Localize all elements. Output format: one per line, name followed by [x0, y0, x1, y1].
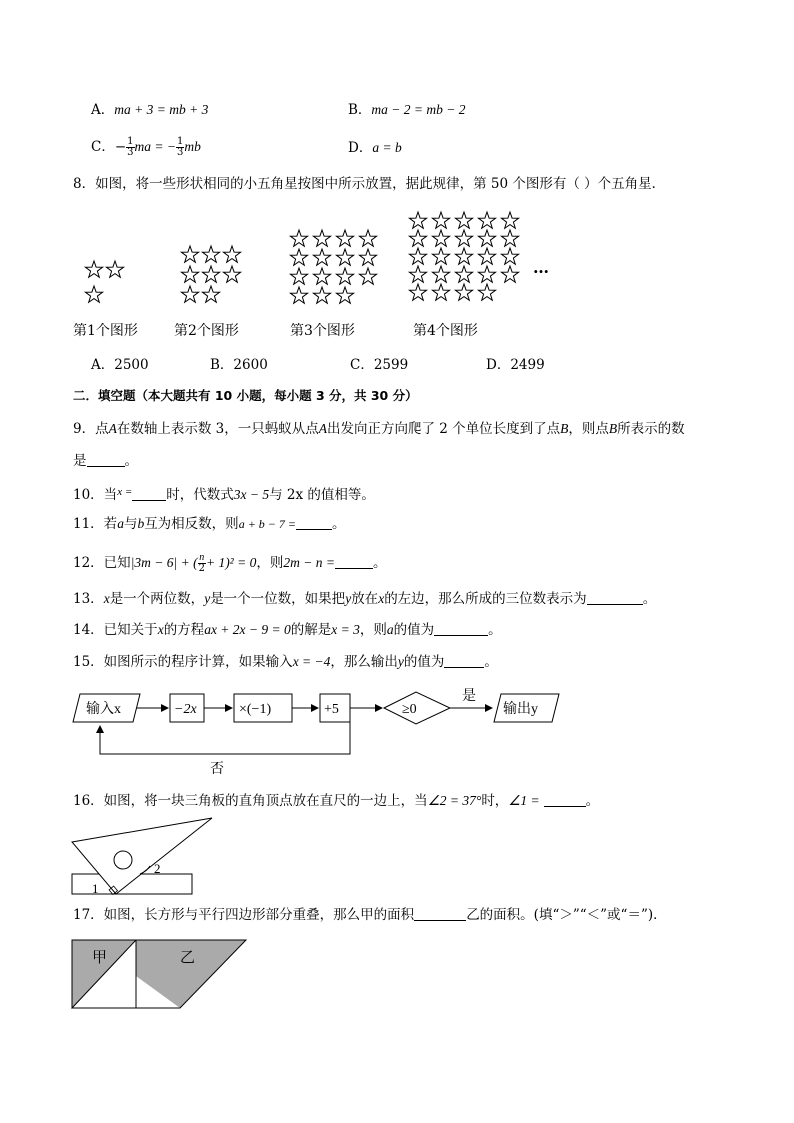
star-icon: [455, 248, 472, 264]
star-icon: [455, 266, 472, 282]
star-icon: [409, 266, 426, 282]
star-icon: [432, 284, 449, 300]
star-icon: [223, 266, 240, 282]
q9-answer-blank[interactable]: [87, 452, 125, 467]
q11-answer-blank[interactable]: [296, 515, 332, 530]
star-icon: [85, 286, 102, 302]
q17-answer-blank[interactable]: [414, 906, 466, 921]
angle-1-label: 1: [92, 881, 99, 896]
star-icon: [290, 230, 307, 246]
q15-text: 15．如图所示的程序计算，如果输入x = −4，那么输出y的值为 。: [73, 654, 498, 670]
star-icon: [181, 246, 198, 262]
flow-step-3-label: +5: [324, 702, 339, 717]
q8-figure-2: [181, 246, 240, 302]
q9-line-2: 是 。: [73, 453, 138, 469]
star-icon: [106, 261, 123, 277]
flow-condition-diamond: [384, 692, 450, 724]
q10-answer-blank[interactable]: [132, 486, 166, 501]
star-icon: [478, 212, 495, 228]
q7-option-d-expr: a = b: [372, 140, 402, 155]
q8-figure-1: [85, 261, 123, 302]
flow-input-label: 输入x: [86, 702, 121, 717]
star-icon: [290, 268, 307, 284]
q17-text: 17．如图，长方形与平行四边形部分重叠，那么甲的面积 乙的面积。(填“＞”“＜”或“＝”)．: [73, 907, 667, 923]
label-jia: 甲: [92, 950, 108, 966]
star-icon: [478, 230, 495, 246]
star-icon: [202, 246, 219, 262]
star-icon: [202, 286, 219, 302]
star-icon: [313, 268, 330, 284]
star-icon: [478, 284, 495, 300]
q8-figure-label-1: 第1个图形: [73, 323, 138, 339]
angle-2-label: 2: [154, 861, 161, 876]
q15-answer-blank[interactable]: [444, 653, 484, 668]
star-icon: [290, 287, 307, 303]
q8-option-a: A．2500: [91, 357, 149, 373]
star-icon: [455, 230, 472, 246]
star-icon: [501, 212, 518, 228]
star-icon: [478, 248, 495, 264]
q8-figure-label-4: 第4个图形: [413, 323, 478, 339]
q16-figure: [0, 812, 794, 902]
q9-line-1: 9．点A在数轴上表示数 3，一只蚂蚁从点A出发向正方向爬了 2 个单位长度到了点B，则点B所表示的数: [73, 421, 685, 437]
q13-answer-blank[interactable]: [587, 590, 643, 605]
q8-option-b: B．2600: [210, 357, 268, 373]
star-icon: [313, 230, 330, 246]
q7-option-b: B．ma − 2 = mb − 2: [348, 102, 466, 118]
q10-text: 10．当$^{x =}$ 时，代数式3x − 5与 2x 的值相等。: [73, 486, 375, 503]
q8-text: 8．如图，将一些形状相同的小五角星按图中所示放置，据此规律，第 50 个图形有（ ）个五角星．: [73, 176, 666, 192]
star-icon: [409, 212, 426, 228]
star-icon: [432, 248, 449, 264]
q7-option-c-fraction-1: $\frac{1}{3}$: [127, 136, 134, 158]
star-icon: [432, 230, 449, 246]
q13-text: 13．x是一个两位数，y是一个一位数，如果把y放在x的左边，那么所成的三位数表示为 。: [73, 591, 657, 607]
star-icon: [455, 212, 472, 228]
q8-option-c: C．2599: [350, 357, 409, 373]
q12-text: 12．已知|3m − 6| + ( $\frac{n}{2}$ + 1)² = 0，则2m − n = 。: [73, 552, 387, 574]
flow-step-2-label: ×(−1): [239, 702, 272, 717]
star-icon: [432, 266, 449, 282]
q17-figure: [0, 936, 794, 1016]
star-icon: [313, 287, 330, 303]
flow-condition-label: ≥0: [402, 702, 417, 717]
q8-figure-label-2: 第2个图形: [174, 323, 239, 339]
star-icon: [455, 284, 472, 300]
star-icon: [359, 268, 376, 284]
star-icon: [290, 249, 307, 265]
flow-output-label: 输出y: [503, 702, 538, 717]
q14-answer-blank[interactable]: [434, 621, 488, 636]
q8-figure-3: [290, 230, 376, 303]
star-icon: [409, 230, 426, 246]
q8-ellipsis: …: [533, 258, 549, 277]
q16-answer-blank[interactable]: [544, 792, 586, 807]
q8-option-d: D．2499: [486, 357, 545, 373]
star-icon: [181, 286, 198, 302]
q12-fraction: $\frac{n}{2}$: [198, 552, 205, 574]
star-icon: [202, 266, 219, 282]
q15-flowchart: [0, 680, 794, 780]
star-icon: [432, 212, 449, 228]
star-icon: [409, 248, 426, 264]
q7-option-c-fraction-2: $\frac{1}{3}$: [177, 136, 184, 158]
q7-option-c: C．− $\frac{1}{3}$ ma = − $\frac{1}{3}$ mb: [91, 136, 201, 158]
star-icon: [336, 268, 353, 284]
star-icon: [336, 249, 353, 265]
star-icon: [501, 248, 518, 264]
q14-text: 14．已知关于x的方程ax + 2x − 9 = 0的解是x = 3，则a的值为 。: [73, 622, 502, 638]
q12-answer-blank[interactable]: [335, 554, 373, 569]
star-icon: [409, 284, 426, 300]
star-icon: [336, 287, 353, 303]
section-2-title: 二．填空题（本大题共有 10 小题，每小题 3 分，共 30 分）: [73, 388, 418, 403]
star-icon: [359, 249, 376, 265]
q8-figure-4: [409, 212, 518, 300]
q7-option-b-expr: ma − 2 = mb − 2: [371, 102, 466, 117]
flow-loop-back: [100, 722, 350, 754]
star-icon: [181, 266, 198, 282]
star-icon: [336, 230, 353, 246]
star-icon: [85, 261, 102, 277]
q16-text: 16．如图，将一块三角板的直角顶点放在直尺的一边上，当∠2 = 37°时，∠1 = 。: [73, 793, 600, 809]
q11-text: 11．若a与b互为相反数，则a + b − 7 = 。: [73, 516, 346, 532]
star-icon: [478, 266, 495, 282]
star-icon: [501, 266, 518, 282]
q8-figure-label-3: 第3个图形: [290, 323, 355, 339]
star-icon: [501, 230, 518, 246]
flow-yes-label: 是: [462, 689, 476, 704]
label-yi: 乙: [180, 950, 196, 966]
q7-option-a: A．ma + 3 = mb + 3: [91, 102, 209, 118]
star-icon: [359, 230, 376, 246]
flow-no-label: 否: [210, 762, 224, 777]
q7-option-a-expr: ma + 3 = mb + 3: [114, 102, 209, 117]
star-icon: [313, 249, 330, 265]
q7-option-d: D．a = b: [348, 140, 402, 156]
star-icon: [223, 246, 240, 262]
flow-step-1-label: −2x: [174, 702, 197, 717]
